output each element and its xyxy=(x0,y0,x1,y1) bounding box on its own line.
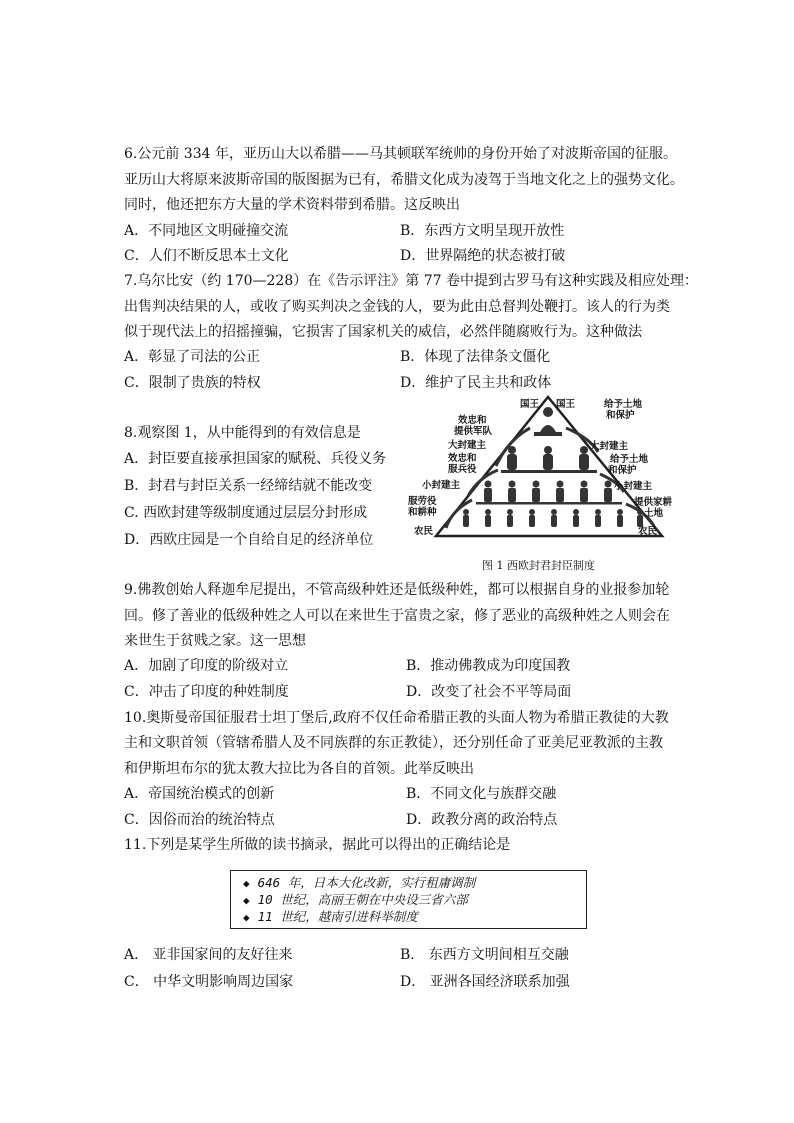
reading-notes-box xyxy=(230,870,587,929)
bullet-diamond-icon: ◆ xyxy=(243,911,250,924)
label-give-3b: 土地 xyxy=(644,508,664,519)
note-item xyxy=(243,875,586,892)
q9-line-3: 来世生于贫贱之家。这一思想 xyxy=(124,633,306,649)
q7-option-b[interactable]: B．体现了法律条文僵化 xyxy=(400,349,551,365)
note-item xyxy=(243,909,586,926)
small-lord-figures-icon xyxy=(476,481,622,505)
great-lord-figures-icon xyxy=(501,446,597,473)
q8-option-d[interactable]: D．西欧庄园是一个自给自足的经济单位 xyxy=(124,532,374,548)
q9-option-c[interactable]: C．冲击了印度的种姓制度 xyxy=(124,684,289,700)
q9-option-d[interactable]: D．改变了社会不平等局面 xyxy=(406,684,572,700)
label-loyal-1a: 效忠和 xyxy=(458,415,487,426)
q10-option-b[interactable]: B．不同文化与族群交融 xyxy=(406,786,557,802)
q11-option-b[interactable]: B． 东西方文明间相互交融 xyxy=(400,947,569,963)
q11-option-a[interactable]: A． 亚非国家间的友好往来 xyxy=(124,947,293,963)
q6-line-3: 同时，他还把东方大量的学术资料带到希腊。这反映出 xyxy=(124,197,460,213)
q6-option-a[interactable]: A．不同地区文明碰撞交流 xyxy=(124,223,289,239)
q6-line-2: 亚历山大将原来波斯帝国的版图据为已有，希腊文化成为凌驾于当地文化之上的强势文化。 xyxy=(124,172,684,188)
label-loyal-2a: 效忠和 xyxy=(448,453,477,464)
note-text: 10 世纪，高丽王朝在中央设三省六部 xyxy=(257,892,468,907)
q7-line-1: 7.乌尔比安（约 170—228）在《告示评注》第 77 卷中提到古罗马有这种实践及相应处理： xyxy=(124,273,698,289)
q8-option-a[interactable]: A．封臣要直接承担国家的赋税、兵役义务 xyxy=(124,451,387,467)
q7-line-2: 出售判决结果的人，或收了购买判决之金钱的人，要为此由总督判处鞭打。该人的行为类 xyxy=(124,299,670,315)
q7-option-a[interactable]: A．彰显了司法的公正 xyxy=(124,349,261,365)
label-give-1a: 给予土地 xyxy=(604,399,643,410)
label-farmer-right: 农民 xyxy=(638,526,658,537)
label-small-lord-left: 小封建主 xyxy=(422,480,461,491)
q9-option-a[interactable]: A．加剧了印度的阶级对立 xyxy=(124,658,289,674)
q11-option-d[interactable]: D． 亚洲各国经济联系加强 xyxy=(400,974,570,990)
king-figure-icon xyxy=(534,407,562,436)
note-item xyxy=(243,892,586,909)
note-text: 646 年，日本大化改新，实行租庸调制 xyxy=(257,875,476,890)
q10-option-c[interactable]: C．因俗而治的统治特点 xyxy=(124,812,275,828)
bullet-diamond-icon: ◆ xyxy=(243,894,250,907)
label-give-3a: 提供家耕 xyxy=(634,497,673,508)
q11-option-c[interactable]: C． 中华文明影响周边国家 xyxy=(124,974,294,990)
label-serve-3a: 服劳役 xyxy=(408,496,437,507)
q11-stem: 11.下列是某学生所做的读书摘录，据此可以得出的正确结论是 xyxy=(124,837,511,853)
q9-line-2: 回。修了善业的低级种姓之人可以在来世生于富贵之家，修了恶业的高级种姓之人则会在 xyxy=(124,608,670,624)
label-loyal-1b: 提供军队 xyxy=(454,426,493,437)
q8-stem: 8.观察图 1，从中能得到的有效信息是 xyxy=(124,425,361,441)
note-text: 11 世纪，越南引进科举制度 xyxy=(257,909,418,924)
bullet-diamond-icon: ◆ xyxy=(243,877,250,890)
q6-line-1: 6.公元前 334 年，亚历山大以希腊——马其顿联军统帅的身份开始了对波斯帝国的征服。 xyxy=(124,146,677,162)
q10-line-1: 10.奥斯曼帝国征服君士坦丁堡后,政府不仅任命希腊正教的头面人物为希腊正教徒的大教 xyxy=(124,710,669,726)
q10-line-3: 和伊斯坦布尔的犹太教大拉比为各自的首领。此举反映出 xyxy=(124,761,474,777)
label-give-2a: 给予土地 xyxy=(610,454,649,465)
q6-option-c[interactable]: C．人们不断反思本土文化 xyxy=(124,248,289,264)
q10-option-d[interactable]: D．政教分离的政治特点 xyxy=(406,812,558,828)
q7-option-d[interactable]: D．维护了民主共和政体 xyxy=(400,375,552,391)
q7-line-3: 似于现代法上的招摇撞骗，它损害了国家机关的威信，必然伴随腐败行为。这种做法 xyxy=(124,324,642,340)
label-king-left: 国王 xyxy=(520,399,540,410)
label-loyal-2b: 服兵役 xyxy=(448,464,477,475)
peasant-figures-icon xyxy=(463,509,643,527)
label-give-1b: 和保护 xyxy=(606,410,635,421)
q10-option-a[interactable]: A．帝国统治模式的创新 xyxy=(124,786,275,802)
q10-line-2: 主和文职首领（管辖希腊人及不同族群的东正教徒），还分别任命了亚美尼亚教派的主教 xyxy=(124,735,663,751)
label-king-right: 国王 xyxy=(556,399,576,410)
q6-option-b[interactable]: B．东西方文明呈现开放性 xyxy=(400,223,565,239)
label-serve-3b: 和耕种 xyxy=(408,507,437,518)
label-great-lord-right: 大封建主 xyxy=(590,441,629,452)
q6-option-d[interactable]: D．世界隔绝的状态被打破 xyxy=(400,248,566,264)
q8-option-c[interactable]: C. 西欧封建等级制度通过层层分封形成 xyxy=(124,505,368,521)
label-small-lord-right: 小封建主 xyxy=(614,481,653,492)
label-farmer-left: 农民 xyxy=(414,526,434,537)
label-give-2b: 和保护 xyxy=(608,465,637,476)
q9-option-b[interactable]: B．推动佛教成为印度国教 xyxy=(406,658,571,674)
q9-line-1: 9.佛教创始人释迦牟尼提出，不管高级种姓还是低级种姓，都可以根据自身的业报参加轮 xyxy=(124,582,670,598)
figure-caption: 图 1 西欧封君封臣制度 xyxy=(482,559,595,572)
feudal-pyramid-figure xyxy=(408,392,690,546)
q7-option-c[interactable]: C．限制了贵族的特权 xyxy=(124,375,261,391)
q8-option-b[interactable]: B．封君与封臣关系一经缔结就不能改变 xyxy=(124,478,373,494)
label-great-lord-left: 大封建主 xyxy=(448,440,487,451)
